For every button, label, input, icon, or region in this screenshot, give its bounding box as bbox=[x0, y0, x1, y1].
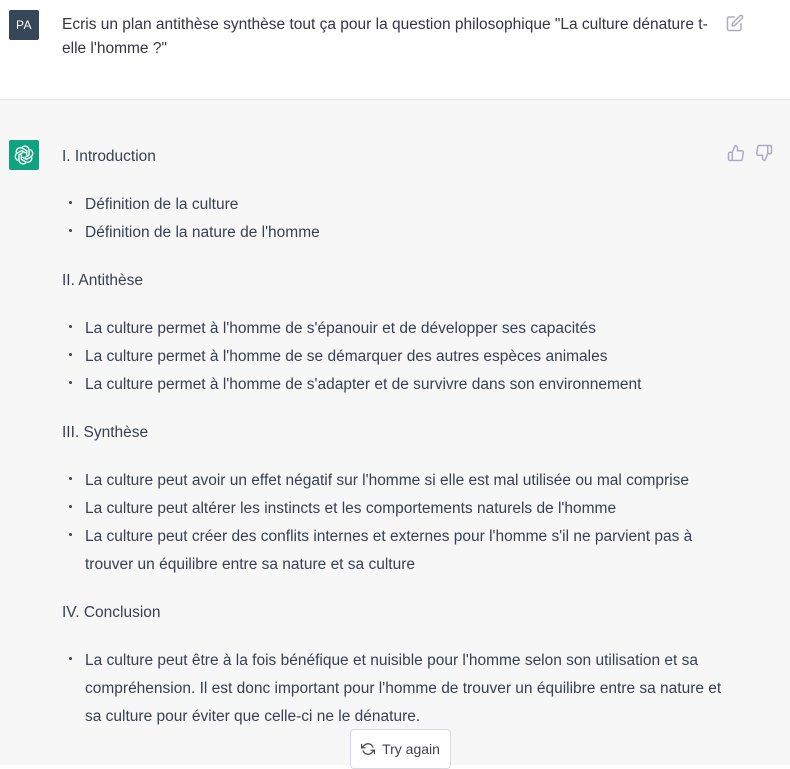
antithese-list bbox=[62, 315, 722, 399]
list-item: La culture permet à l'homme de s'adapter et de survivre dans son environnement bbox=[62, 371, 722, 399]
section-heading-introduction: I. Introduction bbox=[62, 148, 156, 165]
list-item: La culture permet à l'homme de s'épanouir et de développer ses capacités bbox=[62, 315, 722, 343]
introduction-list bbox=[62, 191, 722, 247]
list-item: La culture peut créer des conflits internes et externes pour l'homme s'il ne parvient pas à trouver un équilibre entre sa nature et sa culture bbox=[62, 523, 722, 579]
user-message-row bbox=[0, 0, 790, 100]
thumbs-up-icon[interactable] bbox=[727, 144, 745, 162]
edit-icon[interactable] bbox=[726, 14, 744, 32]
synthese-list bbox=[62, 467, 722, 579]
list-item: La culture peut altérer les instincts et les comportements naturels de l'homme bbox=[62, 495, 722, 523]
list-item: Définition de la nature de l'homme bbox=[62, 219, 722, 247]
section-heading-antithese: II. Antithèse bbox=[62, 272, 143, 289]
conclusion-list bbox=[62, 647, 722, 731]
try-again-label: Try again bbox=[382, 740, 440, 757]
list-item: Définition de la culture bbox=[62, 191, 722, 219]
thumbs-down-icon[interactable] bbox=[755, 144, 773, 162]
list-item: La culture peut avoir un effet négatif sur l'homme si elle est mal utilisée ou mal comprise bbox=[62, 467, 722, 495]
section-heading-synthese: III. Synthèse bbox=[62, 424, 149, 441]
section-heading-conclusion: IV. Conclusion bbox=[62, 604, 161, 621]
assistant-response bbox=[62, 143, 722, 751]
refresh-icon bbox=[361, 742, 375, 756]
list-item: La culture permet à l'homme de se démarquer des autres espèces animales bbox=[62, 343, 722, 371]
assistant-avatar bbox=[9, 140, 39, 170]
user-avatar: PA bbox=[9, 10, 39, 40]
openai-logo-icon bbox=[13, 144, 35, 166]
assistant-message-row bbox=[0, 100, 790, 765]
user-message-text: Ecris un plan antithèse synthèse tout ça pour la question philosophique "La culture dénature t-elle l'homme ?" bbox=[62, 16, 708, 57]
list-item: La culture peut être à la fois bénéfique et nuisible pour l'homme selon son utilisation et sa compréhension. Il est donc important pour l'homme de trouver un équilibre entre sa nature et sa culture pour éviter que celle-ci ne le dénature. bbox=[62, 647, 722, 731]
try-again-button[interactable] bbox=[350, 729, 451, 769]
